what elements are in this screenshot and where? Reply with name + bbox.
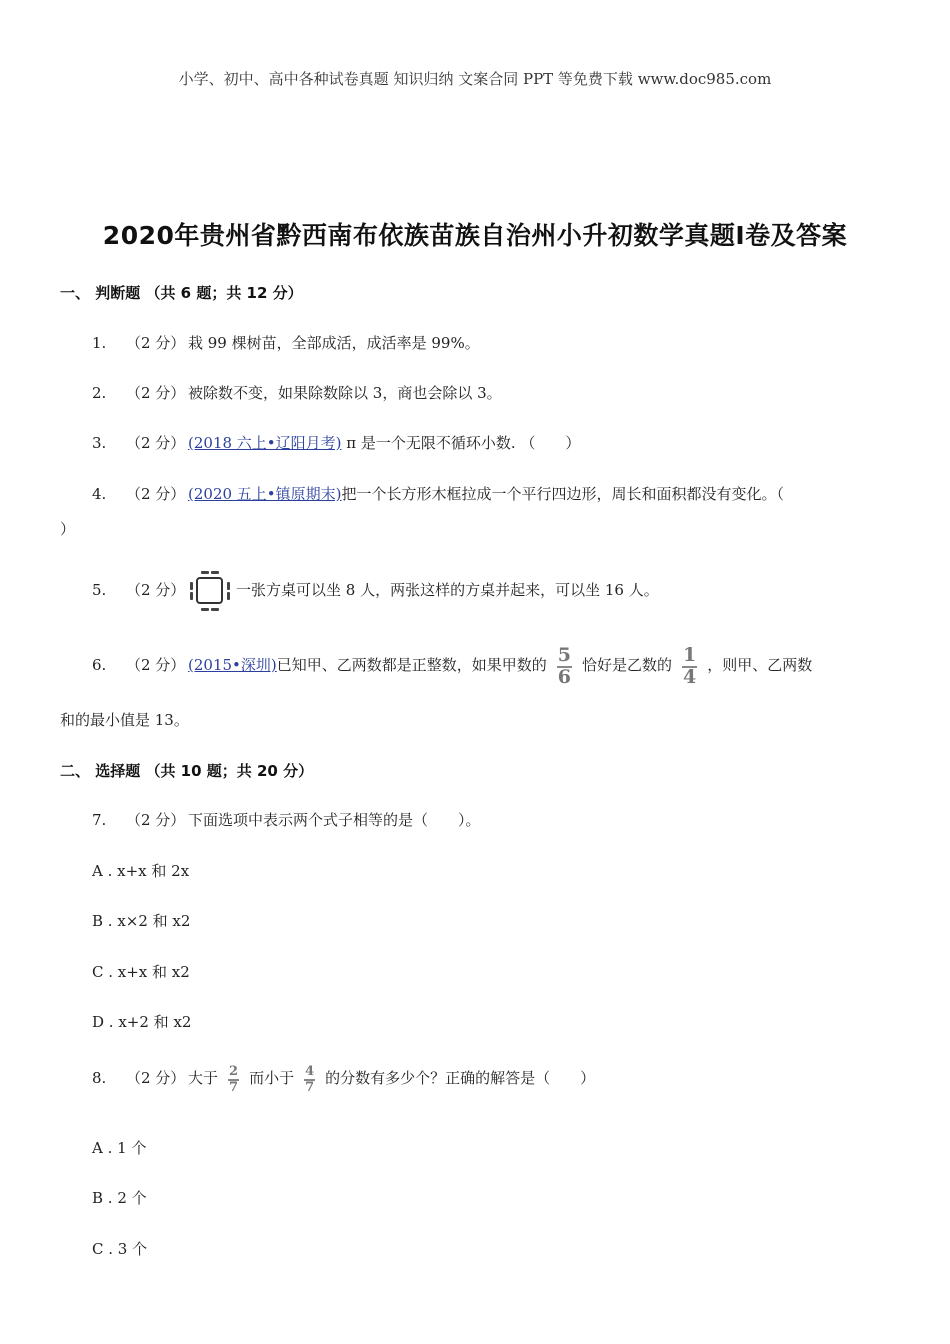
option-a[interactable]: A . 1 个 xyxy=(92,1139,147,1157)
question-number: 3. xyxy=(92,434,107,452)
question-text: 已知甲、乙两数都是正整数，如果甲数的 xyxy=(276,656,547,674)
question-text: 而小于 xyxy=(249,1069,295,1087)
fraction-two-sevenths: $\frac{2}{7}$ xyxy=(229,1063,239,1095)
question-score: （2 分） xyxy=(126,485,186,503)
question-text: 被除数不变，如果除数除以 3，商也会除以 3。 xyxy=(188,384,502,402)
option-a[interactable]: A . x+x 和 2x xyxy=(92,862,190,880)
question-3 xyxy=(92,432,580,453)
source-link[interactable]: (2018 六上•辽阳月考) xyxy=(188,434,342,452)
question-score: （2 分） xyxy=(126,434,186,452)
question-score: （2 分） xyxy=(126,581,186,599)
page-title: 2020年贵州省黔西南布依族苗族自治州小升初数学真题Ⅰ卷及答案 xyxy=(102,221,848,250)
section-heading-judgment: 一、 判断题 （共 6 题；共 12 分） xyxy=(60,284,303,302)
question-7 xyxy=(92,809,481,830)
question-text: π 是一个无限不循环小数. （ ） xyxy=(341,434,581,452)
question-4-continuation: ） xyxy=(60,520,76,538)
question-text: 栽 99 棵树苗，全部成活，成活率是 99%。 xyxy=(188,334,480,352)
question-number: 1. xyxy=(92,334,107,352)
question-text: 恰好是乙数的 xyxy=(581,656,672,674)
question-text: 把一个长方形木框拉成一个平行四边形，周长和面积都没有变化。（ xyxy=(341,485,785,503)
question-number: 6. xyxy=(92,656,107,674)
question-score: （2 分） xyxy=(126,1069,186,1087)
question-score: （2 分） xyxy=(126,384,186,402)
option-d[interactable]: D . x+2 和 x2 xyxy=(92,1013,192,1031)
option-b[interactable]: B . x×2 和 x2 xyxy=(92,912,191,930)
option-c[interactable]: C . x+x 和 x2 xyxy=(92,963,190,981)
source-link[interactable]: (2015•深圳) xyxy=(188,656,277,674)
question-text: 一张方桌可以坐 8 人，两张这样的方桌并起来，可以坐 16 人。 xyxy=(236,581,659,599)
question-4 xyxy=(92,483,784,504)
square-table-icon xyxy=(190,571,230,611)
question-1 xyxy=(92,332,480,353)
question-2 xyxy=(92,382,502,403)
question-number: 8. xyxy=(92,1069,107,1087)
question-6 xyxy=(92,640,812,690)
site-header: 小学、初中、高中各种试卷真题 知识归纳 文案合同 PPT 等免费下载 www.doc985.com xyxy=(178,70,772,88)
fraction-five-sixths: $\frac{5}{6}$ xyxy=(557,643,571,688)
question-number: 7. xyxy=(92,811,107,829)
fraction-one-quarter: $\frac{1}{4}$ xyxy=(683,643,697,688)
question-8 xyxy=(92,1056,595,1100)
question-text: 大于 xyxy=(188,1069,219,1087)
question-text: ，则甲、乙两数 xyxy=(707,656,813,674)
fraction-four-sevenths: $\frac{4}{7}$ xyxy=(305,1063,315,1095)
question-text: 下面选项中表示两个式子相等的是（ ）。 xyxy=(188,811,481,829)
question-6-continuation: 和的最小值是 13。 xyxy=(60,711,189,729)
question-score: （2 分） xyxy=(126,811,186,829)
source-link[interactable]: (2020 五上•镇原期末) xyxy=(188,485,342,503)
question-number: 5. xyxy=(92,581,107,599)
option-c[interactable]: C . 3 个 xyxy=(92,1240,148,1258)
question-number: 2. xyxy=(92,384,107,402)
option-b[interactable]: B . 2 个 xyxy=(92,1189,147,1207)
question-text: 的分数有多少个？正确的解答是（ ） xyxy=(325,1069,596,1087)
question-number: 4. xyxy=(92,485,107,503)
section-heading-choice: 二、 选择题 （共 10 题；共 20 分） xyxy=(60,762,314,780)
question-score: （2 分） xyxy=(126,656,186,674)
question-5 xyxy=(92,568,659,612)
question-score: （2 分） xyxy=(126,334,186,352)
